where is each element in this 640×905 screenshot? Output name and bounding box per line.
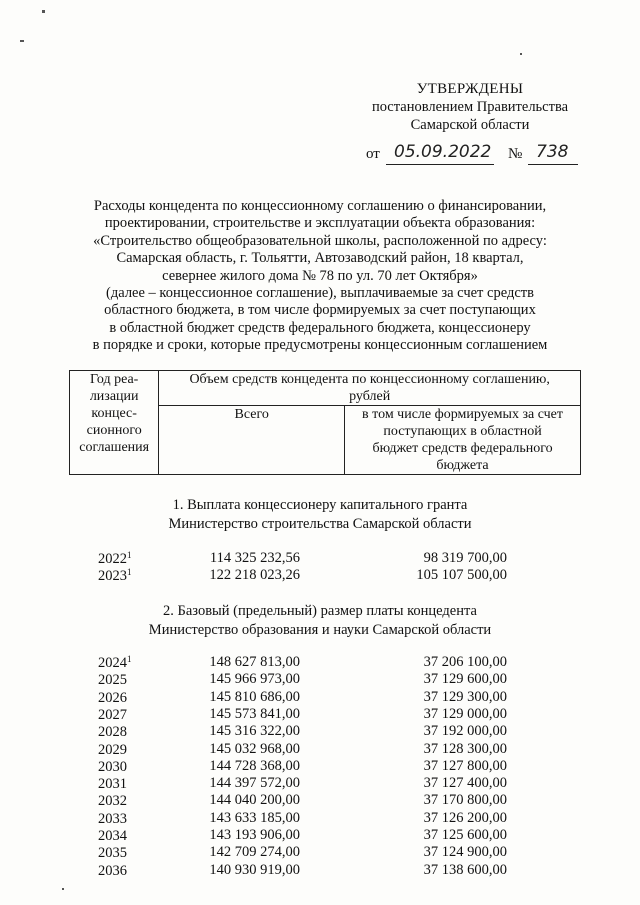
number-underline bbox=[528, 164, 578, 165]
row-year: 2028 bbox=[98, 724, 127, 741]
row-year: 2033 bbox=[98, 810, 127, 827]
row-federal: 37 192 000,00 bbox=[423, 723, 507, 740]
section-title-line: 2. Базовый (предельный) размер платы концедента bbox=[163, 603, 477, 619]
row-total: 145 573 841,00 bbox=[209, 705, 300, 722]
row-federal: 37 127 800,00 bbox=[423, 757, 507, 774]
row-federal: 37 128 300,00 bbox=[423, 740, 507, 757]
number-handwritten: 738 bbox=[536, 142, 569, 162]
header-year-line: лизации bbox=[89, 389, 139, 404]
title-line: Расходы концедента по концессионному соглашению о финансировании, bbox=[93, 198, 547, 214]
approval-line2: Самарской области bbox=[410, 117, 530, 133]
row-year: 2034 bbox=[98, 828, 127, 844]
header-year-line: соглашения bbox=[79, 440, 150, 455]
row-total: 144 040 200,00 bbox=[209, 792, 300, 809]
title-line: «Строительство общеобразовательной школы, расположенной по адресу: bbox=[93, 232, 547, 249]
row-federal: 37 129 300,00 bbox=[423, 688, 507, 705]
table-row bbox=[0, 810, 640, 827]
row-federal: 37 138 600,00 bbox=[423, 861, 507, 878]
row-total: 145 032 968,00 bbox=[209, 740, 300, 757]
row-federal: 37 206 100,00 bbox=[423, 654, 507, 670]
scan-mark bbox=[520, 53, 522, 55]
scan-mark bbox=[20, 40, 24, 42]
table-row bbox=[0, 862, 640, 879]
header-federal-line: бюджета bbox=[436, 458, 489, 473]
table-row bbox=[0, 706, 640, 723]
header-federal-line: в том числе формируемых за счет bbox=[362, 407, 564, 422]
table-row bbox=[0, 741, 640, 758]
row-year: 2030 bbox=[98, 758, 127, 775]
table-header bbox=[69, 370, 581, 475]
row-total: 140 930 919,00 bbox=[209, 861, 300, 878]
row-total: 143 633 185,00 bbox=[209, 809, 300, 826]
table-row bbox=[0, 550, 640, 567]
row-total: 148 627 813,00 bbox=[209, 654, 300, 670]
row-federal: 37 127 400,00 bbox=[423, 775, 507, 792]
row-total: 145 810 686,00 bbox=[209, 688, 300, 705]
row-year: 2024$^1$ bbox=[98, 654, 132, 671]
table-row bbox=[0, 775, 640, 792]
title-line: областного бюджета, в том числе формируемых за счет поступающих bbox=[104, 302, 536, 319]
row-federal: 37 129 000,00 bbox=[423, 705, 507, 722]
header-volume-line: Объем средств концедента по концессионному соглашению, bbox=[189, 372, 550, 387]
row-federal: 37 125 600,00 bbox=[423, 827, 507, 843]
header-year bbox=[70, 371, 159, 475]
title-line: в порядке и сроки, которые предусмотрены концессионным соглашением bbox=[92, 337, 548, 354]
header-federal-line: поступающих в областной bbox=[383, 424, 542, 439]
table-row bbox=[0, 844, 640, 861]
row-year: 2029 bbox=[98, 741, 127, 758]
row-year: 2036 bbox=[98, 862, 127, 879]
approval-date-number bbox=[366, 142, 596, 166]
row-total: 142 709 274,00 bbox=[209, 844, 300, 861]
date-underline bbox=[386, 164, 494, 165]
approval-heading: УТВЕРЖДЕНЫ bbox=[416, 81, 524, 97]
table-row bbox=[0, 671, 640, 688]
header-volume-line: рублей bbox=[349, 389, 391, 404]
title-line: проектировании, строительстве и эксплуатации объекта образования: bbox=[104, 215, 536, 232]
row-year: 2035 bbox=[98, 845, 127, 862]
table-row bbox=[0, 792, 640, 809]
section1-title bbox=[60, 496, 580, 534]
section-title-line: Министерство строительства Самарской области bbox=[168, 516, 472, 532]
row-total: 122 218 023,26 bbox=[209, 567, 300, 583]
row-year: 2032 bbox=[98, 793, 127, 810]
approval-block bbox=[360, 80, 580, 134]
row-year: 2022$^1$ bbox=[98, 550, 132, 567]
scan-mark bbox=[62, 888, 64, 890]
title-line: Самарская область, г. Тольятти, Автозаводский район, 18 квартал, bbox=[116, 250, 524, 267]
title-line: севернее жилого дома № 78 по ул. 70 лет Октября» bbox=[162, 267, 478, 284]
row-federal: 37 170 800,00 bbox=[423, 792, 507, 809]
header-year-line: концес- bbox=[91, 406, 137, 421]
row-year: 2031 bbox=[98, 776, 127, 793]
table-row bbox=[0, 567, 640, 584]
section-title-line: 1. Выплата концессионеру капитального гранта bbox=[172, 497, 468, 513]
row-year: 2025 bbox=[98, 672, 127, 689]
date-prefix: от bbox=[366, 146, 380, 162]
row-year: 2023$^1$ bbox=[98, 567, 132, 584]
row-total: 114 325 232,56 bbox=[209, 550, 300, 566]
document-title bbox=[60, 198, 580, 355]
scan-mark bbox=[42, 10, 45, 13]
header-year-line: сионного bbox=[86, 423, 142, 438]
row-federal: 98 319 700,00 bbox=[423, 550, 507, 566]
table-row bbox=[0, 654, 640, 671]
approval-line1: постановлением Правительства bbox=[371, 99, 569, 115]
table-row bbox=[0, 827, 640, 844]
row-federal: 37 129 600,00 bbox=[423, 671, 507, 688]
row-federal: 105 107 500,00 bbox=[416, 567, 507, 583]
row-federal: 37 124 900,00 bbox=[423, 844, 507, 861]
title-line: в областной бюджет средств федерального бюджета, концессионеру bbox=[109, 319, 531, 336]
row-total: 145 316 322,00 bbox=[209, 723, 300, 740]
header-federal-line: бюджет средств федерального bbox=[372, 441, 553, 456]
row-year: 2026 bbox=[98, 689, 127, 706]
row-total: 144 728 368,00 bbox=[209, 757, 300, 774]
row-total: 145 966 973,00 bbox=[209, 671, 300, 688]
number-prefix: № bbox=[508, 146, 523, 162]
date-handwritten: 05.09.2022 bbox=[394, 142, 492, 162]
header-federal bbox=[345, 406, 581, 475]
header-volume bbox=[159, 371, 581, 406]
row-federal: 37 126 200,00 bbox=[423, 809, 507, 826]
row-year: 2027 bbox=[98, 706, 127, 723]
table-row bbox=[0, 758, 640, 775]
section2-title bbox=[60, 602, 580, 640]
header-total: Всего bbox=[159, 406, 345, 475]
section-title-line: Министерство образования и науки Самарской области bbox=[148, 622, 492, 638]
row-total: 143 193 906,00 bbox=[209, 827, 300, 843]
table-row bbox=[0, 723, 640, 740]
header-year-line: Год реа- bbox=[90, 372, 139, 387]
row-total: 144 397 572,00 bbox=[209, 775, 300, 792]
table-row bbox=[0, 689, 640, 706]
title-line: (далее – концессионное соглашение), выплачиваемые за счет средств bbox=[106, 285, 534, 302]
